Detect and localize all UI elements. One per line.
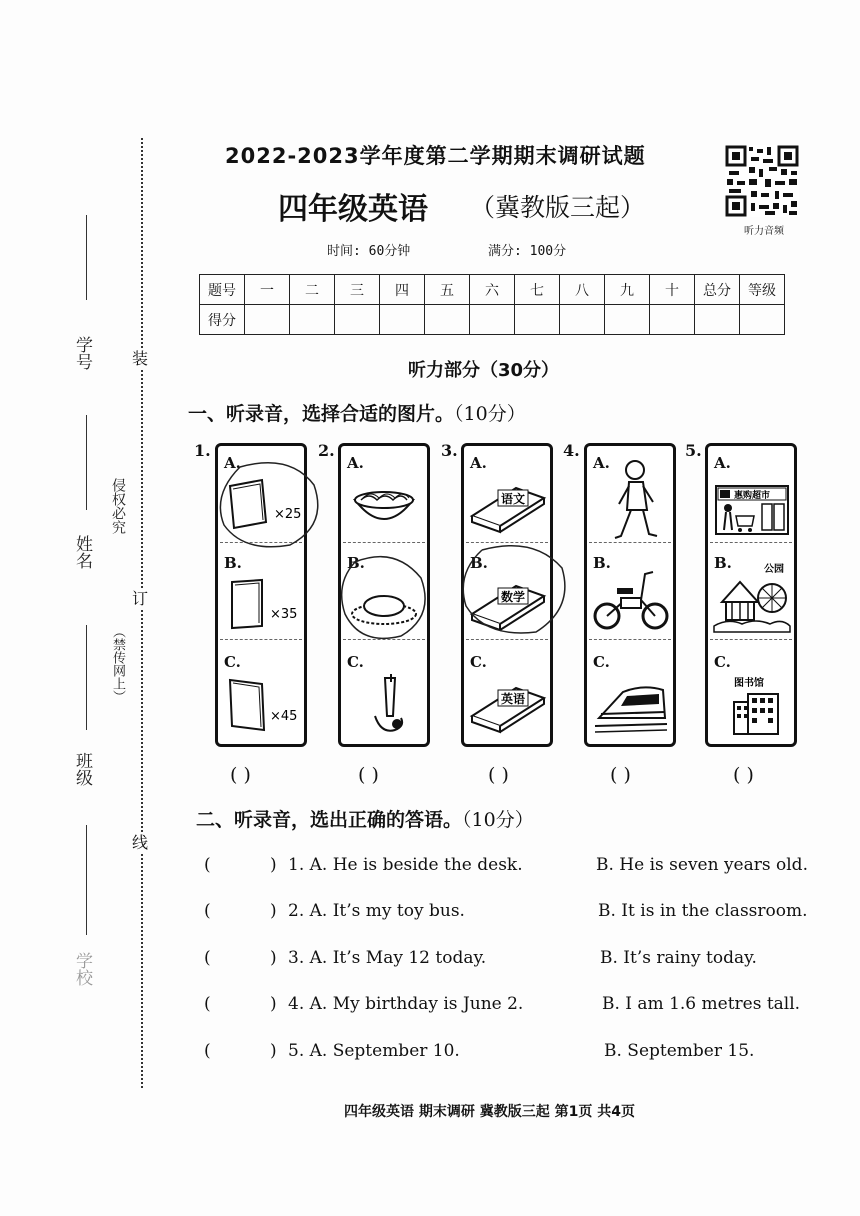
q4-option-c-train-icon bbox=[593, 678, 669, 736]
answer-blank-close: ) bbox=[270, 948, 277, 968]
q5-answer-blank[interactable]: ( ) bbox=[733, 764, 754, 786]
copyright-note: 侵权必究 bbox=[110, 478, 126, 534]
section2-title: 二、听录音，选出正确的答语。 bbox=[196, 809, 463, 831]
name-line bbox=[86, 415, 87, 510]
section1-heading bbox=[188, 399, 526, 426]
cut-mark-xian: 线 bbox=[132, 833, 149, 852]
qr-caption: 听力音频 bbox=[744, 226, 784, 237]
option-a-text: 2. A. It’s my toy bus. bbox=[288, 901, 465, 921]
name-label: 姓名 bbox=[72, 535, 92, 569]
option-a-text: 4. A. My birthday is June 2. bbox=[288, 994, 524, 1014]
full-score: 满分: 100分 bbox=[488, 244, 567, 259]
q2-option-c-juice-icon bbox=[361, 672, 415, 738]
section2-score: （10分） bbox=[462, 809, 534, 831]
option-b-text: B. I am 1.6 metres tall. bbox=[602, 994, 801, 1014]
binding-dotted-line bbox=[141, 138, 143, 1088]
q4-option-b-label: B. bbox=[593, 554, 611, 572]
q1-option-a-caption: ×25 bbox=[274, 507, 302, 522]
class-label: 班级 bbox=[72, 752, 92, 786]
score-table bbox=[199, 274, 785, 335]
score-cell[interactable] bbox=[560, 305, 605, 335]
section1-score: （10分） bbox=[454, 403, 526, 425]
score-table-score-row bbox=[200, 305, 785, 335]
q2-option-a-label: A. bbox=[347, 454, 364, 472]
q1-option-b-label: B. bbox=[224, 554, 242, 572]
q2-number: 2. bbox=[318, 441, 335, 460]
option-a-text: 3. A. It’s May 12 today. bbox=[288, 948, 487, 968]
q5-option-a-supermarket-icon bbox=[712, 480, 792, 538]
q5-separator bbox=[710, 639, 792, 640]
pencil-circle-mark bbox=[335, 548, 435, 648]
score-header-cell: 三 bbox=[335, 275, 380, 305]
q1-option-c-paper-icon bbox=[226, 674, 298, 736]
score-header-cell: 九 bbox=[605, 275, 650, 305]
q2-option-a-noodles-icon bbox=[351, 478, 417, 536]
q4-answer-blank[interactable]: ( ) bbox=[610, 764, 631, 786]
answer-blank-close: ) bbox=[270, 901, 277, 921]
option-b-text: B. It is in the classroom. bbox=[598, 901, 808, 921]
score-header-cell: 七 bbox=[515, 275, 560, 305]
score-row-label: 得分 bbox=[200, 305, 245, 335]
q4-separator bbox=[589, 639, 671, 640]
score-cell[interactable] bbox=[650, 305, 695, 335]
q5-separator bbox=[710, 542, 792, 543]
section2-heading bbox=[196, 805, 534, 832]
answer-blank-open[interactable]: ( bbox=[204, 948, 211, 968]
subject-title: 四年级英语 bbox=[278, 192, 428, 227]
answer-blank-close: ) bbox=[270, 855, 277, 875]
q5-option-b-caption: 公园 bbox=[764, 564, 784, 575]
q5-option-c-caption: 图书馆 bbox=[734, 678, 764, 689]
q5-option-b-label: B. bbox=[714, 554, 732, 572]
score-cell[interactable] bbox=[245, 305, 290, 335]
score-header-cell: 四 bbox=[380, 275, 425, 305]
q4-option-c-label: C. bbox=[593, 653, 610, 671]
option-a-text: 5. A. September 10. bbox=[288, 1041, 460, 1061]
q3-number: 3. bbox=[441, 441, 458, 460]
q5-panel bbox=[705, 443, 797, 747]
score-header-cell: 二 bbox=[290, 275, 335, 305]
score-header-cell: 等级 bbox=[740, 275, 785, 305]
answer-blank-close: ) bbox=[270, 994, 277, 1014]
q1-option-c-caption: ×45 bbox=[270, 709, 298, 724]
q1-number: 1. bbox=[194, 441, 211, 460]
q1-option-b-paper-icon bbox=[226, 574, 298, 634]
pencil-circle-mark bbox=[210, 455, 330, 555]
option-a-text: 1. A. He is beside the desk. bbox=[288, 855, 523, 875]
page-footer: 四年级英语 期末调研 冀教版三起 第1页 共4页 bbox=[344, 1104, 635, 1120]
pencil-circle-mark bbox=[456, 540, 576, 640]
cut-mark-ding: 订 bbox=[132, 589, 149, 608]
score-cell[interactable] bbox=[425, 305, 470, 335]
class-line bbox=[86, 625, 87, 730]
student-no-label: 学号 bbox=[72, 336, 92, 370]
q3-answer-blank[interactable]: ( ) bbox=[488, 764, 509, 786]
q3-option-c-book-icon bbox=[468, 674, 548, 736]
q3-option-c-caption: 英语 bbox=[501, 692, 526, 706]
score-cell[interactable] bbox=[290, 305, 335, 335]
score-cell[interactable] bbox=[695, 305, 740, 335]
exam-title: 2022-2023学年度第二学期期末调研试题 bbox=[225, 144, 646, 168]
q1-answer-blank[interactable]: ( ) bbox=[230, 764, 251, 786]
section1-title: 一、听录音，选择合适的图片。 bbox=[188, 403, 455, 425]
listening-part-heading: 听力部分（30分） bbox=[408, 360, 560, 381]
q5-option-c-label: C. bbox=[714, 653, 731, 671]
score-cell[interactable] bbox=[605, 305, 650, 335]
answer-blank-open[interactable]: ( bbox=[204, 855, 211, 875]
q1-separator bbox=[220, 639, 302, 640]
q5-number: 5. bbox=[685, 441, 702, 460]
option-b-text: B. September 15. bbox=[604, 1041, 755, 1061]
score-header-cell: 总分 bbox=[695, 275, 740, 305]
q4-option-a-walking-icon bbox=[605, 458, 663, 542]
school-label: 学校 bbox=[72, 952, 92, 986]
q3-option-a-book-icon bbox=[468, 474, 548, 536]
score-cell[interactable] bbox=[335, 305, 380, 335]
score-header-cell: 六 bbox=[470, 275, 515, 305]
score-table-header-row bbox=[200, 275, 785, 305]
score-cell[interactable] bbox=[380, 305, 425, 335]
answer-blank-close: ) bbox=[270, 1041, 277, 1061]
q2-separator bbox=[343, 542, 425, 543]
q3-option-b-caption: 数学 bbox=[501, 590, 526, 604]
score-header-cell: 五 bbox=[425, 275, 470, 305]
score-header-cell: 一 bbox=[245, 275, 290, 305]
q5-option-c-library-icon bbox=[726, 674, 786, 738]
q2-answer-blank[interactable]: ( ) bbox=[358, 764, 379, 786]
student-no-line bbox=[86, 215, 87, 300]
no-spread-note: （禁传网上） bbox=[110, 625, 125, 703]
qr-code-icon bbox=[725, 145, 799, 217]
q3-option-b-label: B. bbox=[470, 554, 488, 572]
q4-separator bbox=[589, 542, 671, 543]
q3-option-c-label: C. bbox=[470, 653, 487, 671]
q3-option-a-label: A. bbox=[470, 454, 487, 472]
school-line bbox=[86, 825, 87, 935]
q1-option-a-label: A. bbox=[224, 454, 241, 472]
q1-option-c-label: C. bbox=[224, 653, 241, 671]
score-cell[interactable] bbox=[515, 305, 560, 335]
cut-mark-zhuang: 装 bbox=[132, 349, 149, 368]
q3-option-a-caption: 语文 bbox=[501, 492, 526, 506]
score-header-cell: 题号 bbox=[200, 275, 245, 305]
q5-option-a-caption: 惠购超市 bbox=[734, 491, 771, 501]
option-b-text: B. He is seven years old. bbox=[596, 855, 808, 875]
exam-time: 时间: 60分钟 bbox=[327, 244, 411, 259]
edition-title: （冀教版三起） bbox=[470, 193, 646, 222]
q4-option-a-label: A. bbox=[593, 454, 610, 472]
q4-number: 4. bbox=[563, 441, 580, 460]
q2-option-b-label: B. bbox=[347, 554, 365, 572]
q2-option-c-label: C. bbox=[347, 653, 364, 671]
q5-option-b-park-icon bbox=[712, 560, 792, 636]
score-cell[interactable] bbox=[470, 305, 515, 335]
score-cell[interactable] bbox=[740, 305, 785, 335]
answer-blank-open[interactable]: ( bbox=[204, 901, 211, 921]
answer-blank-open[interactable]: ( bbox=[204, 1041, 211, 1061]
score-header-cell: 十 bbox=[650, 275, 695, 305]
answer-blank-open[interactable]: ( bbox=[204, 994, 211, 1014]
q5-option-a-label: A. bbox=[714, 454, 731, 472]
q4-panel bbox=[584, 443, 676, 747]
score-header-cell: 八 bbox=[560, 275, 605, 305]
q1-option-b-caption: ×35 bbox=[270, 607, 298, 622]
q4-option-b-bike-icon bbox=[591, 564, 671, 636]
option-b-text: B. It’s rainy today. bbox=[600, 948, 757, 968]
